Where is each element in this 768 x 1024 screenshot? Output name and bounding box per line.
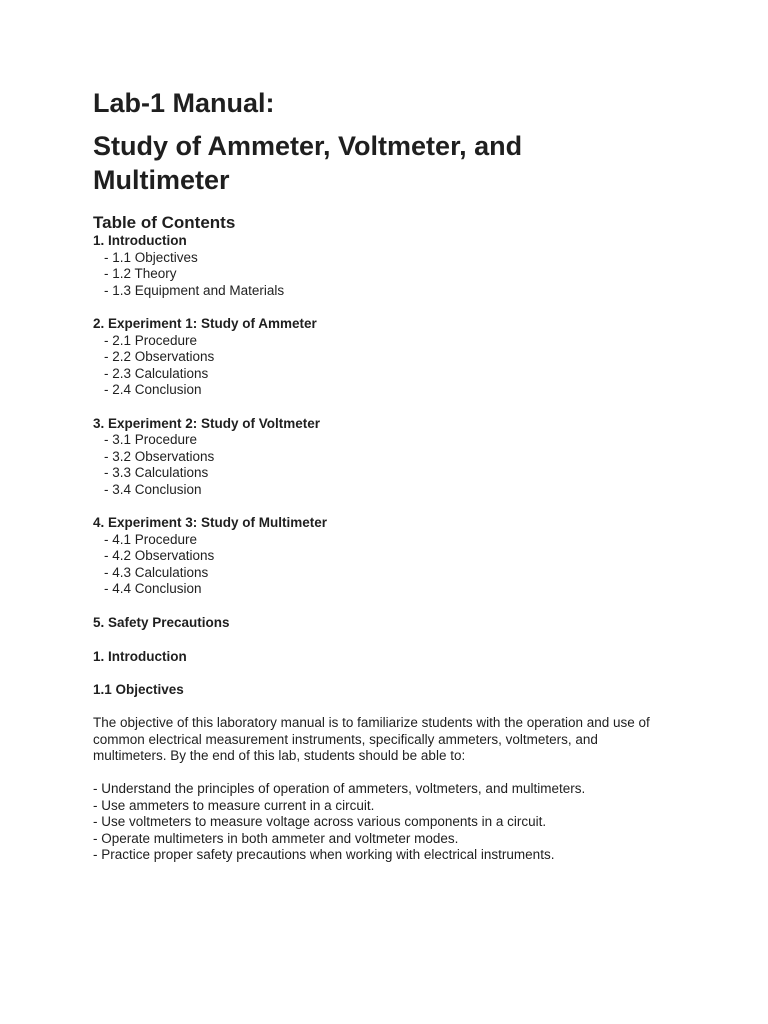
document-subtitle: Study of Ammeter, Voltmeter, and Multimeter	[93, 131, 523, 195]
toc-sublist	[93, 250, 327, 300]
list-item: - Use voltmeters to measure voltage across various components in a circuit.	[93, 814, 547, 830]
toc-section-title: 5. Safety Precautions	[93, 614, 230, 630]
objectives-paragraph: The objective of this laboratory manual is to familiarize students with the operation and use of common electrical measurement instruments, specifically ammeters, voltmeters, and multimeters. By the end of this lab, students should be able to:	[93, 715, 650, 764]
toc-section-title: 2. Experiment 1: Study of Ammeter	[93, 315, 317, 331]
toc-section	[93, 515, 327, 598]
toc-sublist	[93, 333, 327, 399]
toc-section-title: 3. Experiment 2: Study of Voltmeter	[93, 415, 321, 431]
subsection-heading: 1.1 Objectives	[93, 682, 184, 697]
toc-section-title: 4. Experiment 3: Study of Multimeter	[93, 515, 328, 531]
toc-heading: Table of Contents	[93, 213, 236, 232]
list-item: - Practice proper safety precautions when working with electrical instruments.	[93, 847, 555, 863]
toc-section	[93, 416, 327, 499]
toc-sublist	[93, 532, 327, 598]
document-title: Lab-1 Manual:	[93, 88, 275, 118]
toc-section-title: 1. Introduction	[93, 233, 187, 248]
toc-item: - 3.3 Calculations	[104, 465, 209, 481]
objectives-list	[93, 781, 585, 864]
toc-item: - 2.4 Conclusion	[104, 382, 202, 398]
table-of-contents	[93, 233, 327, 648]
list-item: - Understand the principles of operation of ammeters, voltmeters, and multimeters.	[93, 781, 586, 796]
toc-item: - 4.4 Conclusion	[104, 581, 202, 597]
toc-item: - 4.1 Procedure	[104, 531, 198, 547]
toc-sublist	[93, 432, 327, 498]
toc-item: - 2.3 Calculations	[104, 365, 209, 381]
toc-section	[93, 615, 327, 632]
toc-item: - 3.4 Conclusion	[104, 481, 202, 497]
toc-item: - 1.1 Objectives	[104, 249, 198, 265]
toc-section	[93, 316, 327, 399]
toc-item: - 4.3 Calculations	[104, 564, 209, 580]
list-item: - Operate multimeters in both ammeter and voltmeter modes.	[93, 830, 459, 846]
list-item: - Use ammeters to measure current in a circuit.	[93, 797, 375, 813]
toc-item: - 1.2 Theory	[104, 266, 177, 282]
toc-item: - 3.2 Observations	[104, 448, 215, 464]
toc-item: - 2.2 Observations	[104, 349, 215, 365]
toc-section	[93, 233, 327, 299]
section-heading: 1. Introduction	[93, 649, 187, 664]
toc-item: - 2.1 Procedure	[104, 332, 198, 348]
toc-item: - 3.1 Procedure	[104, 432, 198, 448]
toc-item: - 1.3 Equipment and Materials	[104, 282, 285, 298]
toc-item: - 4.2 Observations	[104, 548, 215, 564]
